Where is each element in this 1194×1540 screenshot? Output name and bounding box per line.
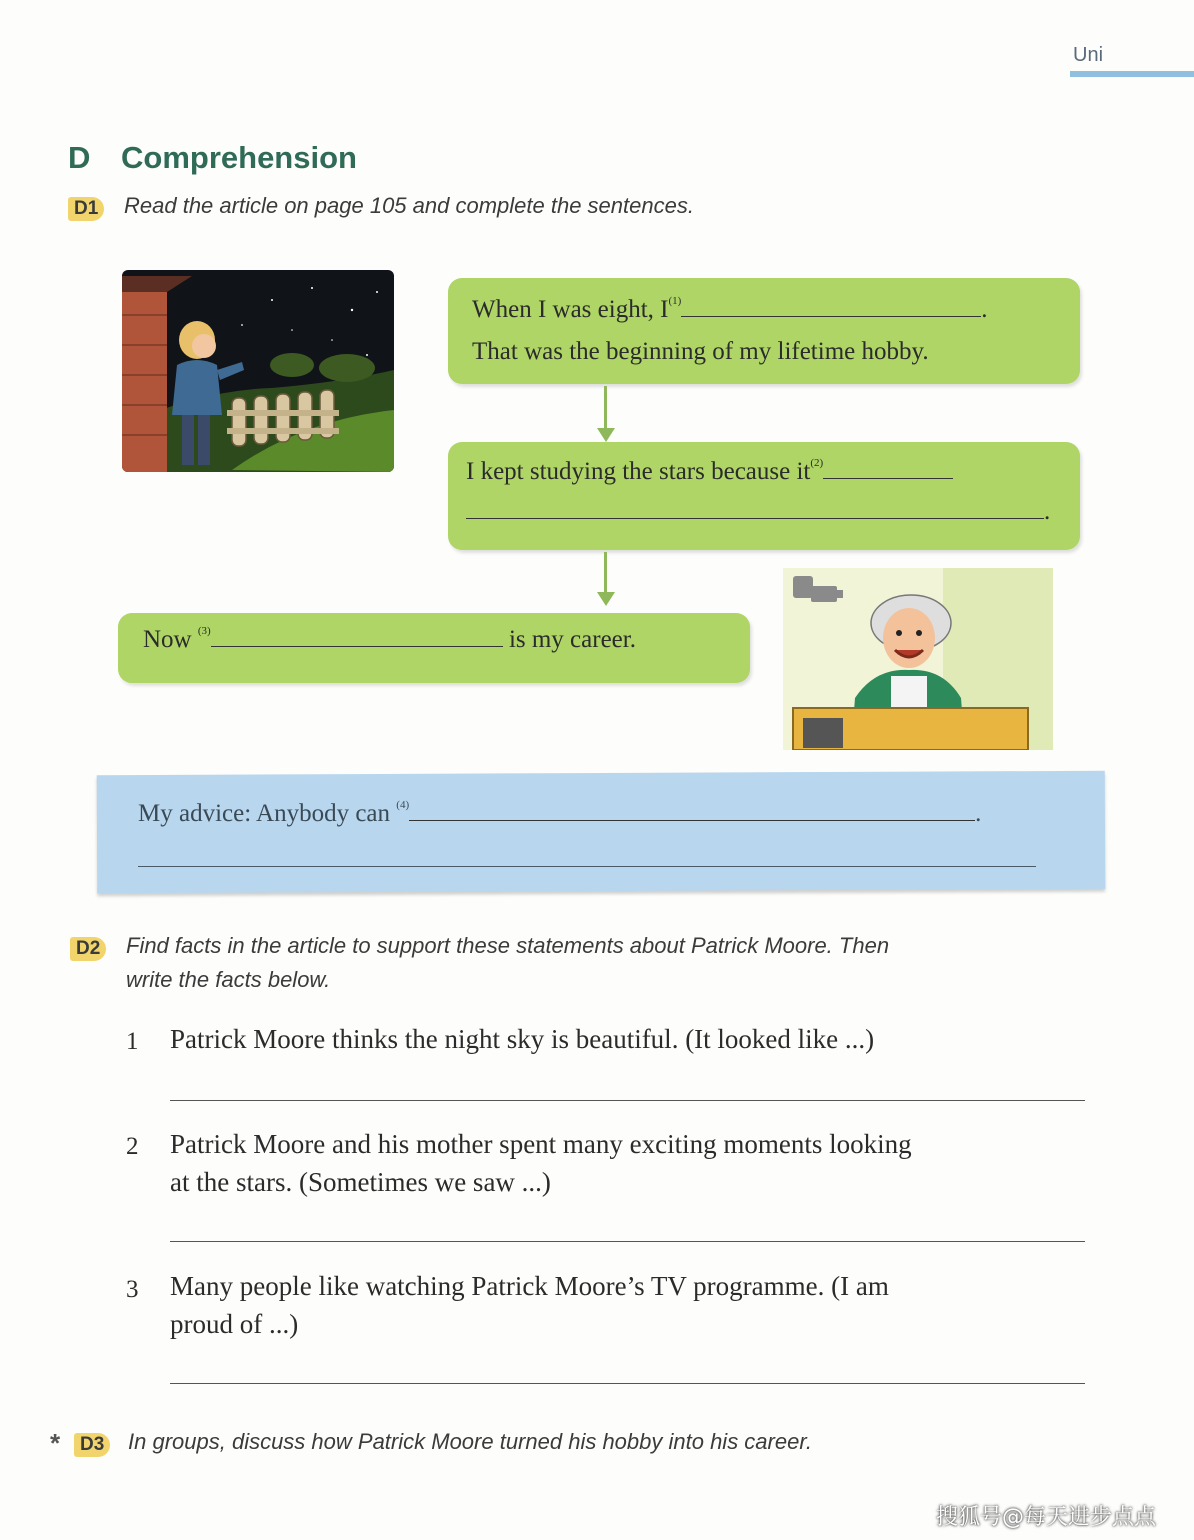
box1-line1-start: When I was eight, I [472, 296, 669, 323]
d2-badge: D2 [70, 937, 106, 961]
item-2-answer-line[interactable] [170, 1241, 1085, 1242]
patrick-moore-illustration [783, 568, 1053, 750]
box3-line [143, 626, 636, 654]
blank-3[interactable] [211, 645, 503, 647]
d3-star: * [50, 1428, 61, 1458]
box1-line2: That was the beginning of my lifetime hobby. [472, 338, 929, 365]
box1-line1-end: . [981, 296, 988, 323]
d3-instruction: In groups, discuss how Patrick Moore turned his hobby into his career. [128, 1429, 812, 1454]
box2-line2 [466, 498, 1050, 526]
d1-instruction: Read the article on page 105 and complete the sentences. [124, 193, 694, 218]
blank-3-ref: (3) [197, 624, 211, 637]
blank-1[interactable] [681, 315, 981, 317]
advice-line1 [138, 800, 981, 828]
item-1-answer-line[interactable] [170, 1100, 1085, 1101]
d2-instruction-line2: write the facts below. [126, 967, 331, 992]
item-2-line2: at the stars. (Sometimes we saw ...) [170, 1167, 551, 1197]
box1-line1 [472, 296, 988, 324]
item-3-answer-line[interactable] [170, 1383, 1085, 1384]
d3-badge: D3 [74, 1433, 110, 1457]
blank-2a[interactable] [823, 477, 953, 479]
advice-end: . [975, 800, 982, 827]
blank-4a[interactable] [409, 819, 975, 821]
blank-4b[interactable] [138, 866, 1036, 867]
item-3-line2: proud of ...) [170, 1309, 299, 1339]
item-1-number: 1 [126, 1028, 139, 1055]
advice-box [97, 771, 1106, 893]
flow-arrow-2-head [597, 592, 615, 606]
item-2-number: 2 [126, 1133, 139, 1160]
unit-tab-bar [1070, 71, 1194, 77]
d2-instruction-line1: Find facts in the article to support these statements about Patrick Moore. Then [126, 933, 890, 958]
blank-2b[interactable] [466, 517, 1044, 519]
item-3-line1: Many people like watching Patrick Moore’s TV programme. (I am [170, 1271, 889, 1301]
item-3-number: 3 [126, 1276, 139, 1303]
box3-start: Now [143, 626, 192, 653]
section-letter: D [68, 140, 91, 175]
blank-4-ref: (4) [396, 798, 410, 811]
section-title: Comprehension [121, 140, 357, 175]
item-1-line1: Patrick Moore thinks the night sky is beautiful. (It looked like ...) [170, 1024, 875, 1054]
blank-1-ref: (1) [668, 294, 682, 307]
box2-line2-end: . [1044, 498, 1051, 525]
item-2-line1: Patrick Moore and his mother spent many exciting moments looking [170, 1129, 912, 1159]
box3-end: is my career. [508, 626, 636, 653]
sentence-box-1 [448, 278, 1080, 384]
box2-line1 [466, 458, 953, 486]
box2-line1-start: I kept studying the stars because it [466, 458, 811, 485]
watermark: 搜狐号@每天进步点点 [936, 1505, 1157, 1530]
unit-label: Uni [1073, 44, 1104, 66]
advice-start: My advice: Anybody can [138, 800, 391, 827]
boy-looking-at-stars-illustration [122, 270, 394, 472]
flow-arrow-2-line [604, 552, 607, 594]
blank-2-ref: (2) [810, 456, 824, 469]
d1-badge: D1 [68, 197, 104, 221]
flow-arrow-1-head [597, 428, 615, 442]
flow-arrow-1-line [604, 386, 607, 430]
